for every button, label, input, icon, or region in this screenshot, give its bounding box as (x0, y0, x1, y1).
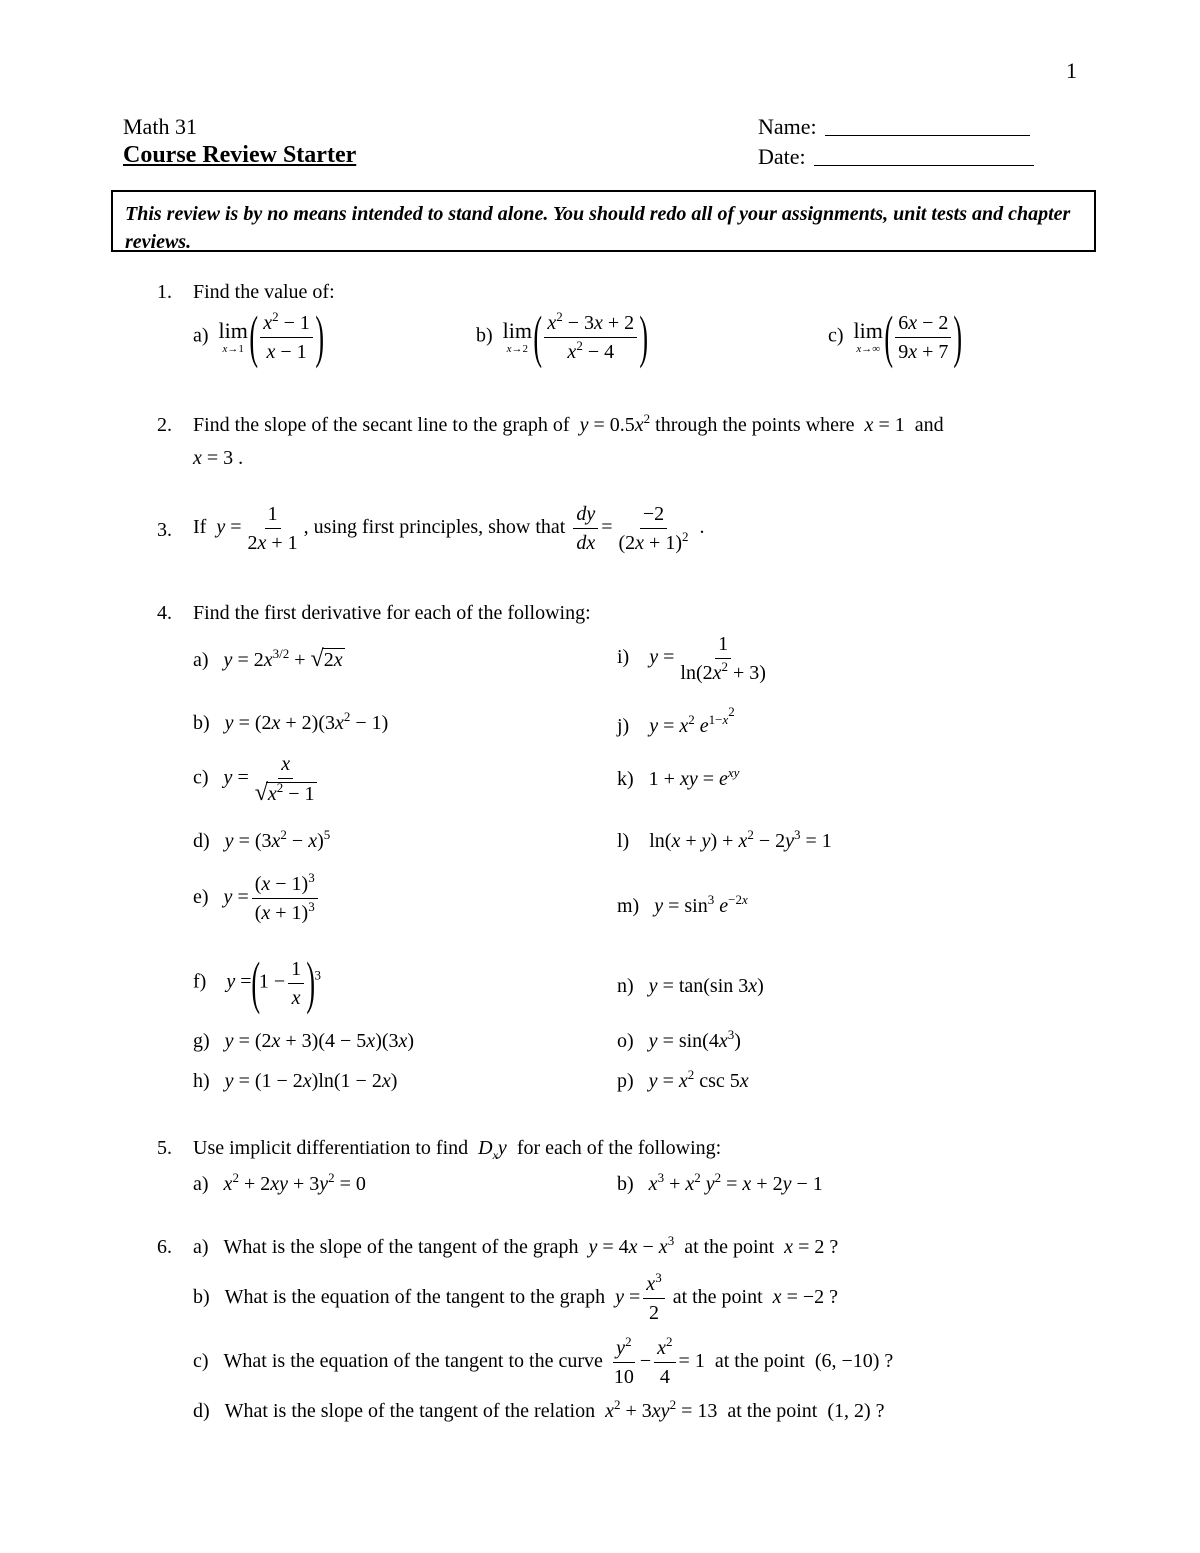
q3-text-b: , using first principles, show that (303, 516, 566, 539)
document-title: Course Review Starter (123, 142, 357, 168)
q5-number: 5. (157, 1137, 172, 1159)
q5-text-b: for each of the following: (516, 1137, 722, 1159)
q2-number: 2. (157, 414, 172, 436)
q5-text: Use implicit differentiation to find $D_xy$ for each of the following: (193, 1137, 722, 1162)
q4i-expression: i) y = $\frac{1}{\ln(2x^2 + 3)}$ (617, 633, 766, 684)
q6b-line: b) What is the equation of the tangent to the graph y = $\frac{x^3}{2}$ at the point x = −2 ? (193, 1270, 838, 1324)
q4b-expression: b) $y = (2x + 2)(3x^2 - 1)$ (193, 709, 389, 734)
q3-text-a: If (193, 516, 207, 539)
q6d-text: What is the slope of the tangent of the relation (224, 1400, 596, 1422)
date-blank (814, 147, 1034, 166)
q4o-expression: o) $y = \sin(4x^3)$ (617, 1027, 741, 1052)
q1c-expression: c) lim x→∞ ( $\frac{6x - 2}{9x + 7}$ ) (828, 304, 963, 369)
name-field (758, 114, 1030, 140)
q4-text: Find the first derivative for each of the following: (193, 602, 591, 624)
q4-number: 4. (157, 602, 172, 624)
q6b-text: What is the equation of the tangent to the graph (224, 1286, 606, 1309)
q1b-expression: b) lim x→2 ( $\frac{x^2 - 3x + 2}{x^2 - 4}$ ) (476, 304, 649, 369)
q4l-expression: l) $\ln(x + y) + x^2 - 2y^3 = 1$ (617, 827, 832, 852)
q5a-expression: a) $x^2 + 2xy + 3y^2 = 0$ (193, 1170, 366, 1195)
q4e-expression: e) y = $\frac{(x - 1)^3}{(x + 1)^3}$ (193, 872, 321, 925)
q4k-expression: k) 1 + xy = $e^{xy}$ (617, 765, 740, 790)
q2-text-b: through the points where (655, 414, 855, 436)
date-field (758, 144, 1034, 170)
q1a-expression: a) lim x→1 ( $\frac{x^2 - 1}{x - 1}$ ) (193, 304, 324, 369)
name-blank (825, 117, 1030, 136)
q4g-expression: g) y = (2x + 3)(4 − 5x)(3x) (193, 1030, 415, 1052)
q2-text-a: Find the slope of the secant line to the graph of (193, 414, 570, 436)
q2-line1: Find the slope of the secant line to the graph of $y = 0.5x^2$ through the points where x = 1 and (193, 411, 944, 436)
q2-line2: x = 3 . (193, 447, 244, 469)
q3-number: 3. (157, 519, 172, 541)
q2-text-c: and (914, 414, 944, 436)
q6c-text: What is the equation of the tangent to the curve (223, 1350, 603, 1373)
q4n-expression: n) y = tan(sin 3x) (617, 975, 764, 997)
q6b-at-point: at the point (672, 1286, 763, 1309)
q6a-text: What is the slope of the tangent of the graph (223, 1236, 579, 1258)
q4d-expression: d) $y = (3x^2 - x)^5$ (193, 827, 331, 852)
q6a-at-point: at the point (684, 1236, 775, 1258)
q6a-line: a) What is the slope of the tangent of the graph $y = 4x - x^3$ at the point x = 2 ? (193, 1233, 839, 1258)
q3-expression: If y = $\frac{1}{2x + 1}$ , using first principles, show that $\frac{dy}{dx}$ = $\frac{-2}{(2x + 1)^2}$ . (193, 503, 705, 554)
course-name: Math 31 (123, 114, 197, 139)
q4f-expression: f) y =(1 − $\frac{1}{x}$ )$^3$ (193, 950, 321, 1015)
q4m-expression: m) $y = \sin^3 e^{-2x}$ (617, 892, 748, 917)
name-label: Name: (758, 114, 817, 139)
page-number: 1 (1066, 58, 1077, 83)
q5b-expression: b) $x^3 + x^2$ $y^2 = x + 2y - 1$ (617, 1170, 823, 1195)
q4p-expression: p) $y = x^2$ csc 5x (617, 1067, 749, 1092)
q6c-line: c) What is the equation of the tangent to the curve $\frac{y^2}{10}$ − $\frac{x^2}{4}$ = 1 at the point (6, −10) ? (193, 1334, 894, 1388)
q4a-expression: a) $y = 2x^{3/2} + √2x$ (193, 646, 343, 672)
q6d-line: d) What is the slope of the tangent of the relation $x^2 + 3xy^2 = 13$ at the point (1, 2) ? (193, 1397, 885, 1422)
date-label: Date: (758, 144, 806, 169)
q6c-at-point: at the point (714, 1350, 805, 1373)
q4j-expression: j) $y = x^2$ $e^{1-x^2}$ (617, 704, 735, 737)
q4h-expression: h) y = (1 − 2x)ln(1 − 2x) (193, 1070, 398, 1092)
q6-number: 6. (157, 1236, 172, 1258)
q5-text-a: Use implicit differentiation to find (193, 1137, 469, 1159)
q4c-expression: c) y = $\frac{x}{√x^2 - 1}$ (193, 753, 315, 806)
notice-box: This review is by no means intended to stand alone. You should redo all of your assignments, unit tests and chapter reviews. (111, 190, 1096, 252)
q1-number: 1. (157, 281, 172, 303)
q1-text: Find the value of: (193, 281, 335, 303)
q6d-at-point: at the point (727, 1400, 818, 1422)
